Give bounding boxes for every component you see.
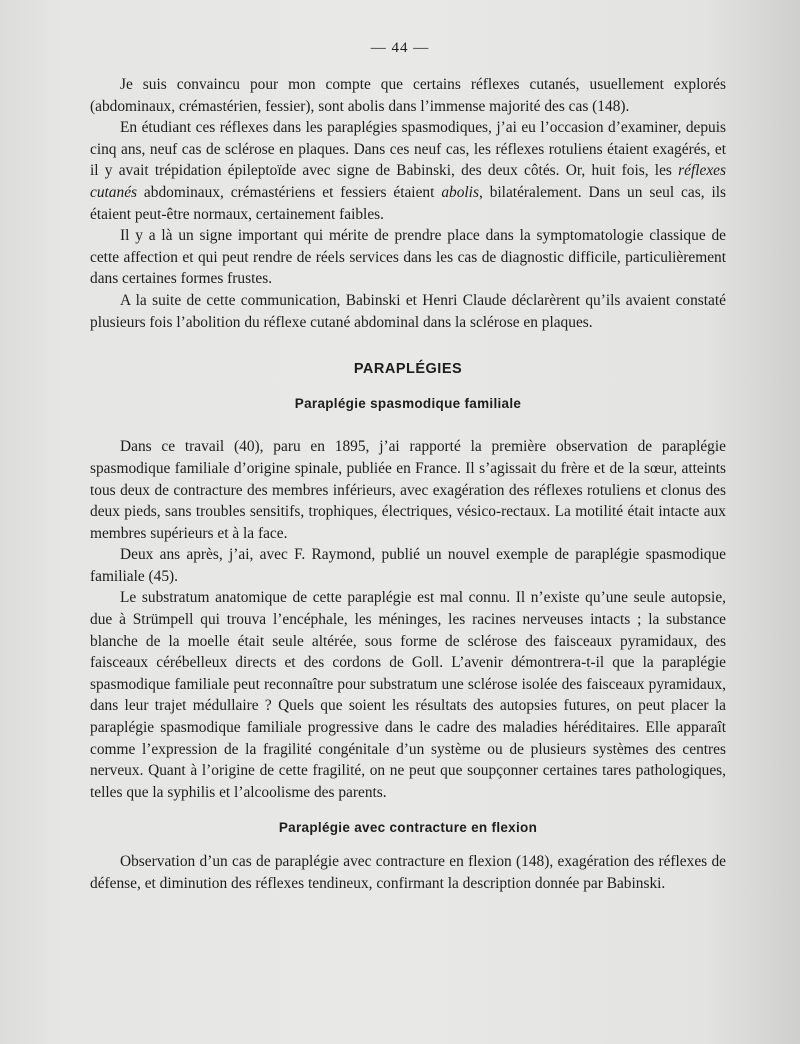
section-title: PARAPLÉGIES bbox=[353, 361, 463, 378]
italic-text: réflexes cutanés bbox=[90, 162, 726, 201]
paragraph: Il y a là un signe important qui mérite de prendre place dans la symptomatologie classique de cette affection et qui peut rendre de réels services dans les cas de diagnostic difficile, particulièrement dans certaines formes frustes. bbox=[90, 227, 726, 288]
paragraph: Observation d’un cas de paraplégie avec contracture en flexion (148), exagération des réflexes de défense, et diminution des réflexes tendineux, confirmant la description donnée par Babinski. bbox=[90, 853, 726, 892]
body-text bbox=[90, 74, 726, 894]
paragraph: A la suite de cette communication, Babinski et Henri Claude déclarèrent qu’ils avaient constaté plusieurs fois l’abolition du réflexe cutané abdominal dans la sclérose en plaques. bbox=[90, 291, 726, 331]
italic-text: abolis bbox=[441, 183, 479, 201]
subsection-title: Paraplégie spasmodique familiale bbox=[294, 395, 522, 411]
subsection-title: Paraplégie avec contracture en flexion bbox=[278, 820, 538, 836]
paragraph: Deux ans après, j’ai, avec F. Raymond, publié un nouvel exemple de paraplégie spasmodique familiale (45). bbox=[90, 546, 726, 585]
paragraph: Le substratum anatomique de cette paraplégie est mal connu. Il n’existe qu’une seule autopsie, due à Strümpell qui trouva l’encéphale, les méninges, les racines nerveuses intacts ; la substance blanche de la moelle était seule altérée, sous forme de sclérose des faisceaux pyramidaux, des faisceaux cérébelleux directs et des cordons de Goll. L’avenir démontrera-t-il que la paraplégie spasmodique familiale peut reconnaître pour substratum une sclérose isolée des faisceaux pyramidaux, dans leur trajet médullaire ? Quels que soient les résultats des autopsies futures, on peut placer la paraplégie spasmodique familiale progressive dans le cadre des maladies héréditaires. Elle apparaît comme l’expression de la fragilité congénitale d’un système ou de plusieurs systèmes des centres nerveux. Quant à l’origine de cette fragilité, on ne peut que soupçonner certaines tares pathologiques, telles que la syphilis et l’alcoolisme des parents. bbox=[90, 589, 726, 801]
page-number: — 44 — bbox=[370, 40, 430, 56]
paragraph: Dans ce travail (40), paru en 1895, j’ai rapporté la première observation de paraplégie spasmodique familiale d’origine spinale, publiée en France. Il s’agissait du frère et de la sœur, atteints tous deux de contracture des membres inférieurs, avec exagération des réflexes rotuliens et clonus des deux pieds, sans troubles sensitifs, trophiques, électriques, vésico-rectaux. La motilité était intacte aux membres supérieurs et à la face. bbox=[90, 438, 726, 542]
paragraph: Je suis convaincu pour mon compte que certains réflexes cutanés, usuellement explorés (abdominaux, crémastérien, fessier), sont abolis dans l’immense majorité des cas (148). bbox=[90, 76, 726, 115]
paragraph: En étudiant ces réflexes dans les paraplégies spasmodiques, j’ai eu l’occasion d’examiner, depuis cinq ans, neuf cas de sclérose en plaques. Dans ces neuf cas, les réflexes rotuliens étaient exagérés, et il y avait trépidation épileptoïde avec signe de Babinski, des deux côtés. Or, huit fois, les réflexes cutanés abdominaux, crémastériens et fessiers étaient abolis, bilatéralement. Dans un seul cas, ils étaient peut-être normaux, certainement faibles. bbox=[90, 119, 726, 223]
